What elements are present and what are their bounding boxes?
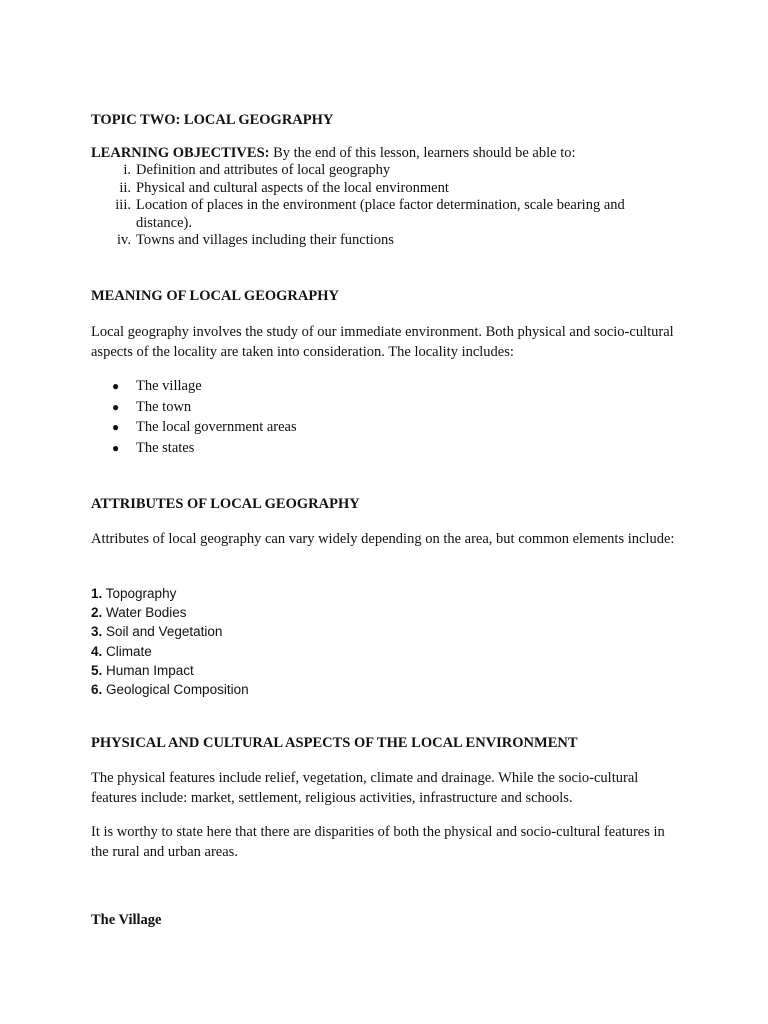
list-item-text: The local government areas <box>136 419 297 435</box>
attributes-list <box>91 584 681 699</box>
list-number: iii. <box>115 197 131 213</box>
list-item <box>91 180 681 198</box>
list-number: i. <box>123 162 131 178</box>
list-item-text: Human Impact <box>102 662 194 678</box>
list-item-text: Definition and attributes of local geography <box>136 162 391 178</box>
list-item <box>91 232 681 250</box>
list-number: 3. <box>91 624 103 640</box>
bullet-icon: ● <box>112 399 120 414</box>
list-item <box>91 661 681 680</box>
meaning-heading: MEANING OF LOCAL GEOGRAPHY <box>91 288 339 304</box>
list-item-text: Soil and Vegetation <box>102 624 223 640</box>
list-item-text: The village <box>136 378 202 394</box>
list-item <box>91 642 681 661</box>
list-item-text: The town <box>136 398 192 415</box>
objectives-label: LEARNING OBJECTIVES: <box>91 145 270 161</box>
list-number: 2. <box>91 605 103 621</box>
bullet-icon: ● <box>112 420 120 434</box>
list-item <box>91 376 681 397</box>
list-number: iv. <box>117 232 131 248</box>
objectives-list <box>91 162 681 250</box>
list-item-text: Location of places in the environment (place factor determination, scale bearing and distance). <box>136 197 625 231</box>
list-item <box>91 584 681 603</box>
locality-list <box>91 376 681 458</box>
list-item <box>91 680 681 699</box>
meaning-paragraph: Local geography involves the study of our immediate environment. Both physical and socio-cultural aspects of the locality are taken into consideration. The locality includes: <box>91 324 674 360</box>
objectives-intro: By the end of this lesson, learners should be able to: <box>269 145 576 161</box>
list-item <box>91 162 681 180</box>
list-item-text: Climate <box>102 643 152 659</box>
aspects-heading: PHYSICAL AND CULTURAL ASPECTS OF THE LOCAL ENVIRONMENT <box>91 735 578 751</box>
list-number: 1. <box>91 586 103 601</box>
attributes-paragraph: Attributes of local geography can vary widely depending on the area, but common elements include: <box>91 531 675 547</box>
list-item <box>91 417 681 438</box>
list-item <box>91 438 681 459</box>
village-heading: The Village <box>91 912 162 928</box>
aspects-paragraph-2: It is worthy to state here that there are disparities of both the physical and socio-cultural features in the rural and urban areas. <box>91 824 665 860</box>
bullet-icon: ● <box>112 379 120 393</box>
list-item-text: Topography <box>102 586 177 601</box>
list-item <box>91 397 681 418</box>
list-number: 5. <box>91 662 103 678</box>
attributes-heading: ATTRIBUTES OF LOCAL GEOGRAPHY <box>91 496 360 512</box>
document-title: TOPIC TWO: LOCAL GEOGRAPHY <box>91 112 334 128</box>
list-item-text: Water Bodies <box>102 605 187 621</box>
bullet-icon: ● <box>112 440 120 455</box>
list-number: 4. <box>91 643 103 659</box>
objectives-paragraph <box>91 143 681 163</box>
list-item <box>91 603 681 622</box>
aspects-paragraph-1: The physical features include relief, vegetation, climate and drainage. While the socio-cultural features include: market, settlement, religious activities, infrastructure and schools. <box>91 770 639 806</box>
list-item-text: Geological Composition <box>102 682 249 698</box>
list-item <box>91 197 681 232</box>
list-number: 6. <box>91 682 103 698</box>
list-item-text: Towns and villages including their functions <box>136 232 394 248</box>
list-item-text: The states <box>136 439 195 456</box>
list-item-text: Physical and cultural aspects of the local environment <box>136 179 449 196</box>
list-number: ii. <box>119 179 131 196</box>
list-item <box>91 622 681 641</box>
